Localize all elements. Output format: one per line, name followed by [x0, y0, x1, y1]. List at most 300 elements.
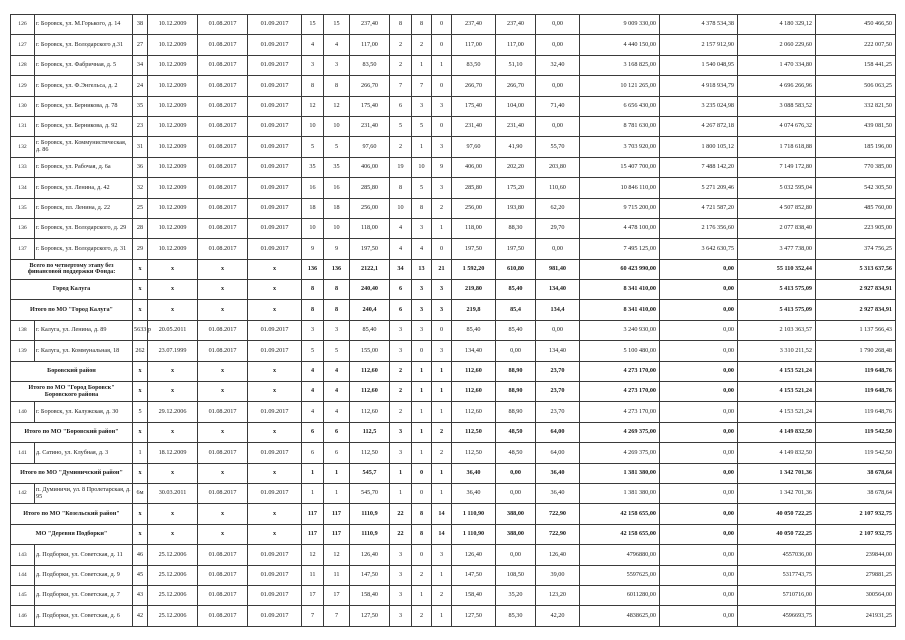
table-cell: 1 137 566,43	[816, 320, 896, 340]
table-cell: 1	[412, 137, 432, 157]
table-cell: г. Боровск, ул. Берникова, д. 78	[35, 96, 133, 116]
table-cell: 175,40	[350, 96, 390, 116]
table-cell: 3	[390, 422, 412, 442]
table-cell: 185 196,00	[816, 137, 896, 157]
table-cell: 71,40	[536, 96, 580, 116]
table-cell: 10.12.2009	[148, 55, 198, 75]
table-cell: 112,60	[350, 402, 390, 422]
table-cell: 135	[11, 198, 35, 218]
table-cell: 545,70	[350, 483, 390, 503]
table-cell: 25.12.2006	[148, 585, 198, 605]
table-cell: 1 790 268,48	[816, 341, 896, 361]
table-cell: 127	[11, 35, 35, 55]
table-cell: 4 149 832,50	[738, 443, 816, 463]
table-cell: 3 088 583,52	[738, 96, 816, 116]
table-cell: 16	[324, 178, 350, 198]
table-cell: 134,4	[536, 300, 580, 320]
table-cell: 0	[432, 76, 452, 96]
table-cell: д. Подборки, ул. Советская, д. 11	[35, 545, 133, 565]
table-cell: 01.08.2017	[198, 585, 248, 605]
table-cell: 112,5	[350, 422, 390, 442]
table-cell: 38 678,64	[816, 463, 896, 483]
table-cell: 45	[133, 565, 148, 585]
table-cell: 22	[390, 504, 412, 524]
table-cell: 10.12.2009	[148, 116, 198, 136]
table-cell: 2	[390, 55, 412, 75]
table-cell: г. Боровск, пл. Ленина, д. 22	[35, 198, 133, 218]
table-cell: 112,60	[350, 361, 390, 381]
table-cell: 2 060 229,60	[738, 35, 816, 55]
table-cell: 01.08.2017	[198, 545, 248, 565]
table-cell: 1	[302, 463, 324, 483]
table-cell: 85,4	[496, 300, 536, 320]
table-cell: 11	[324, 565, 350, 585]
table-cell: 119 542,50	[816, 422, 896, 442]
table-cell: 3	[412, 300, 432, 320]
table-cell: 13	[412, 259, 432, 279]
table-cell: x	[198, 422, 248, 442]
table-cell: 1	[412, 55, 432, 75]
table-cell: г. Боровск, ул. Берникова, д. 92	[35, 116, 133, 136]
table-cell: 5317743,75	[738, 565, 816, 585]
table-cell: 0,00	[536, 35, 580, 55]
table-cell: 110,60	[536, 178, 580, 198]
table-cell: г. Боровск, ул. Ф.Энгельса, д. 2	[35, 76, 133, 96]
table-cell: г. Боровск, ул. М.Горького, д. 14	[35, 15, 133, 35]
table-cell: 01.09.2017	[248, 341, 302, 361]
table-cell: 219,8	[452, 300, 496, 320]
table-cell: 0,00	[660, 483, 738, 503]
table-cell: 158 441,25	[816, 55, 896, 75]
table-row	[11, 55, 896, 75]
table-cell: Итого по МО "Боровский район"	[11, 422, 133, 442]
table-cell: 1	[412, 422, 432, 442]
table-cell: 01.08.2017	[198, 239, 248, 259]
table-cell: Город Калуга	[11, 280, 133, 300]
table-cell: 127,50	[350, 606, 390, 626]
table-cell: 197,50	[350, 239, 390, 259]
table-cell: 0	[432, 35, 452, 55]
table-cell: 7 149 172,80	[738, 157, 816, 177]
table-cell: 0	[432, 15, 452, 35]
table-cell: 3 240 930,00	[580, 320, 660, 340]
table-cell: 0,00	[660, 606, 738, 626]
document-sheet	[10, 14, 895, 627]
table-row	[11, 35, 896, 55]
table-cell: Итого по МО "Думиничский район"	[11, 463, 133, 483]
table-cell: 7	[324, 606, 350, 626]
table-cell: 141	[11, 443, 35, 463]
table-cell: 2 927 834,91	[816, 280, 896, 300]
table-cell: 85,30	[496, 606, 536, 626]
table-cell: 01.08.2017	[198, 565, 248, 585]
table-cell: 0,00	[536, 239, 580, 259]
table-cell: 134,40	[536, 280, 580, 300]
table-cell: 104,00	[496, 96, 536, 116]
table-cell: 32	[133, 178, 148, 198]
table-cell: x	[198, 300, 248, 320]
table-cell: 3	[432, 545, 452, 565]
table-cell: 1	[302, 483, 324, 503]
table-cell: 4	[390, 239, 412, 259]
table-cell: 1	[412, 585, 432, 605]
table-cell: 5	[302, 137, 324, 157]
table-cell: 0,00	[536, 76, 580, 96]
summary-row	[11, 524, 896, 544]
table-cell: д. Подборки, ул. Советская, д. 9	[35, 565, 133, 585]
table-cell: 203,80	[536, 157, 580, 177]
table-cell: x	[148, 382, 198, 402]
table-cell: 2	[390, 137, 412, 157]
table-cell: 10	[324, 218, 350, 238]
table-cell: 29	[133, 239, 148, 259]
table-row	[11, 545, 896, 565]
table-cell: 85,40	[452, 320, 496, 340]
table-cell: 01.08.2017	[198, 15, 248, 35]
table-cell: 8	[302, 76, 324, 96]
table-cell: 32,40	[536, 55, 580, 75]
table-cell: 485 760,00	[816, 198, 896, 218]
table-cell: 147,50	[350, 565, 390, 585]
table-cell: 4 269 375,00	[580, 443, 660, 463]
table-cell: 0	[412, 341, 432, 361]
table-cell: 35	[302, 157, 324, 177]
table-cell: 88,90	[496, 361, 536, 381]
table-cell: 4838625,00	[580, 606, 660, 626]
table-cell: 4 153 521,24	[738, 402, 816, 422]
table-cell: 0,00	[496, 341, 536, 361]
table-cell: 01.08.2017	[198, 606, 248, 626]
table-cell: 15	[324, 15, 350, 35]
table-cell: 10.12.2009	[148, 76, 198, 96]
table-cell: 01.08.2017	[198, 483, 248, 503]
table-cell: 117	[324, 504, 350, 524]
summary-row	[11, 280, 896, 300]
table-cell: 0,00	[660, 585, 738, 605]
table-cell: Итого по МО "Козельский район"	[11, 504, 133, 524]
table-cell: 14	[432, 524, 452, 544]
table-cell: 3	[390, 606, 412, 626]
table-cell: 10	[302, 218, 324, 238]
table-cell: г. Боровск, ул. Рабочая, д. 6а	[35, 157, 133, 177]
table-cell: 2	[432, 422, 452, 442]
table-cell: 1 342 701,36	[738, 483, 816, 503]
table-cell: 01.08.2017	[198, 96, 248, 116]
table-row	[11, 341, 896, 361]
table-cell: 10.12.2009	[148, 157, 198, 177]
table-cell: 48,50	[496, 422, 536, 442]
housing-table	[10, 14, 896, 627]
table-cell: 193,80	[496, 198, 536, 218]
table-cell: 1 470 334,80	[738, 55, 816, 75]
table-cell: 11	[302, 565, 324, 585]
table-cell: x	[248, 422, 302, 442]
table-cell: x	[198, 382, 248, 402]
table-cell: 4 440 150,00	[580, 35, 660, 55]
table-cell: 2 103 363,57	[738, 320, 816, 340]
table-cell: 97,60	[350, 137, 390, 157]
table-cell: x	[148, 524, 198, 544]
table-cell: Итого по МО "Город Калуга"	[11, 300, 133, 320]
table-cell: 9 009 330,00	[580, 15, 660, 35]
table-cell: 9	[432, 157, 452, 177]
table-cell: 128	[11, 55, 35, 75]
table-cell: 18.12.2009	[148, 443, 198, 463]
table-cell: 23.07.1999	[148, 341, 198, 361]
table-cell: 0,00	[660, 300, 738, 320]
table-cell: 0,00	[660, 320, 738, 340]
table-cell: 55 110 352,44	[738, 259, 816, 279]
table-cell: п. Думиничи, ул. 8 Пролетарская, д. 95	[35, 483, 133, 503]
table-cell: 1	[432, 361, 452, 381]
table-cell: 231,40	[452, 116, 496, 136]
table-cell: x	[133, 504, 148, 524]
table-cell: 119 648,76	[816, 361, 896, 381]
table-cell: 3 235 024,98	[660, 96, 738, 116]
table-cell: 3	[390, 341, 412, 361]
table-cell: 6	[324, 422, 350, 442]
table-cell: 7	[412, 76, 432, 96]
table-cell: 10	[324, 116, 350, 136]
table-cell: 1 110,90	[452, 504, 496, 524]
table-cell: 610,80	[496, 259, 536, 279]
table-cell: 0,00	[660, 443, 738, 463]
table-cell: 126,40	[452, 545, 496, 565]
table-cell: 01.08.2017	[198, 35, 248, 55]
table-cell: 4 269 375,00	[580, 422, 660, 442]
table-cell: 136	[324, 259, 350, 279]
table-cell: 28	[133, 218, 148, 238]
table-cell: 83,50	[452, 55, 496, 75]
table-cell: 01.09.2017	[248, 218, 302, 238]
table-cell: 145	[11, 585, 35, 605]
table-cell: 117	[302, 504, 324, 524]
table-cell: 0,00	[660, 382, 738, 402]
table-cell: 36,40	[536, 483, 580, 503]
table-cell: 3	[302, 55, 324, 75]
table-cell: x	[248, 280, 302, 300]
table-cell: 64,00	[536, 422, 580, 442]
table-cell: 8	[302, 280, 324, 300]
table-cell: 60 423 990,00	[580, 259, 660, 279]
table-cell: 8	[324, 76, 350, 96]
table-cell: 3	[432, 280, 452, 300]
table-cell: 01.09.2017	[248, 178, 302, 198]
table-cell: 4	[302, 382, 324, 402]
table-cell: 01.08.2017	[198, 218, 248, 238]
table-cell: Итого по МО "Город Боровск" Боровского района	[11, 382, 133, 402]
table-cell: 5 413 575,09	[738, 280, 816, 300]
table-cell: 117,00	[452, 35, 496, 55]
table-row	[11, 606, 896, 626]
table-cell: 3	[412, 218, 432, 238]
table-row	[11, 96, 896, 116]
table-cell: 4 153 521,24	[738, 361, 816, 381]
table-row	[11, 137, 896, 157]
table-cell: 126	[11, 15, 35, 35]
table-cell: 1	[412, 402, 432, 422]
table-cell: 36,40	[452, 463, 496, 483]
table-row	[11, 116, 896, 136]
table-cell: 0	[432, 320, 452, 340]
table-cell: 266,70	[350, 76, 390, 96]
table-cell: 4 273 170,00	[580, 402, 660, 422]
table-cell: 112,50	[350, 443, 390, 463]
table-cell: 88,30	[496, 218, 536, 238]
table-cell: 117	[302, 524, 324, 544]
table-cell: x	[248, 361, 302, 381]
table-cell: 01.09.2017	[248, 565, 302, 585]
table-cell: 01.09.2017	[248, 157, 302, 177]
table-cell: 7	[302, 606, 324, 626]
table-cell: x	[133, 300, 148, 320]
table-cell: 108,50	[496, 565, 536, 585]
table-cell: 123,20	[536, 585, 580, 605]
table-cell: 143	[11, 545, 35, 565]
table-cell: 142	[11, 483, 35, 503]
table-cell: 202,20	[496, 157, 536, 177]
table-cell: 1 540 048,95	[660, 55, 738, 75]
table-cell: 0,00	[660, 504, 738, 524]
table-cell: 2	[412, 35, 432, 55]
table-cell: 36	[133, 157, 148, 177]
table-cell: 0	[412, 545, 432, 565]
table-cell: x	[148, 504, 198, 524]
table-cell: 01.09.2017	[248, 239, 302, 259]
table-cell: 3	[412, 280, 432, 300]
table-cell: МО "Деревня Подборки"	[11, 524, 133, 544]
table-cell: 88,90	[496, 402, 536, 422]
table-cell: 10.12.2009	[148, 96, 198, 116]
table-cell: 2 107 932,75	[816, 524, 896, 544]
table-cell: 112,60	[452, 402, 496, 422]
table-cell: 0,00	[496, 483, 536, 503]
table-row	[11, 218, 896, 238]
table-cell: 1	[432, 218, 452, 238]
table-cell: 0	[412, 483, 432, 503]
table-cell: 3	[324, 55, 350, 75]
table-cell: 34	[133, 55, 148, 75]
table-cell: 01.09.2017	[248, 35, 302, 55]
table-cell: 8	[390, 178, 412, 198]
table-cell: 83,50	[350, 55, 390, 75]
table-cell: 126,40	[536, 545, 580, 565]
table-cell: 506 063,25	[816, 76, 896, 96]
table-cell: 134,40	[452, 341, 496, 361]
table-cell: 237,40	[350, 15, 390, 35]
table-cell: 01.09.2017	[248, 320, 302, 340]
table-cell: 21	[432, 259, 452, 279]
table-cell: 1	[412, 443, 432, 463]
table-cell: 01.09.2017	[248, 55, 302, 75]
table-cell: 2 176 356,60	[660, 218, 738, 238]
table-cell: 3 310 211,52	[738, 341, 816, 361]
table-cell: г. Боровск, ул. Калужская, д. 30	[35, 402, 133, 422]
table-cell: x	[198, 280, 248, 300]
table-cell: 3	[432, 341, 452, 361]
table-cell: 3 168 825,00	[580, 55, 660, 75]
table-cell: 197,50	[452, 239, 496, 259]
table-cell: x	[148, 259, 198, 279]
table-cell: 722,90	[536, 524, 580, 544]
table-cell: 4	[302, 402, 324, 422]
table-cell: 1110,9	[350, 524, 390, 544]
table-cell: 2	[390, 402, 412, 422]
table-cell: 8	[324, 280, 350, 300]
table-row	[11, 443, 896, 463]
table-cell: 36,40	[536, 463, 580, 483]
table-cell: 62,20	[536, 198, 580, 218]
table-cell: 01.09.2017	[248, 483, 302, 503]
table-cell: 38 678,64	[816, 483, 896, 503]
table-cell: 4	[302, 361, 324, 381]
table-cell: 35	[324, 157, 350, 177]
table-cell: д. Подборки, ул. Советская, д. 7	[35, 585, 133, 605]
table-cell: 1	[432, 402, 452, 422]
table-row	[11, 585, 896, 605]
table-cell: 12	[302, 96, 324, 116]
table-cell: x	[198, 504, 248, 524]
table-cell: 39,00	[536, 565, 580, 585]
table-cell: г. Калуга, ул. Ленина, д. 89	[35, 320, 133, 340]
table-cell: 388,00	[496, 524, 536, 544]
table-cell: x	[198, 361, 248, 381]
table-cell: 222 007,50	[816, 35, 896, 55]
table-cell: г. Боровск, ул. Ленина, д. 42	[35, 178, 133, 198]
table-cell: 300564,00	[816, 585, 896, 605]
table-cell: 10.12.2009	[148, 178, 198, 198]
table-cell: 5597625,00	[580, 565, 660, 585]
table-cell: 4 478 100,00	[580, 218, 660, 238]
table-cell: 10 846 110,00	[580, 178, 660, 198]
table-cell: д. Подборки, ул. Советская, д. 6	[35, 606, 133, 626]
table-cell: 388,00	[496, 504, 536, 524]
table-cell: 23,70	[536, 382, 580, 402]
table-cell: 1 718 618,88	[738, 137, 816, 157]
table-cell: 01.09.2017	[248, 606, 302, 626]
table-cell: 01.08.2017	[198, 137, 248, 157]
table-cell: 3	[324, 320, 350, 340]
table-cell: 129	[11, 76, 35, 96]
table-cell: 18	[302, 198, 324, 218]
table-cell: г. Боровск, ул. Коммунистическая, д. 86	[35, 137, 133, 157]
table-cell: 42 158 655,00	[580, 504, 660, 524]
table-cell: 4 180 329,12	[738, 15, 816, 35]
table-cell: 237,40	[452, 15, 496, 35]
table-cell: 5	[302, 341, 324, 361]
table-cell: 147,50	[452, 565, 496, 585]
table-cell: 374 756,25	[816, 239, 896, 259]
table-cell: 2	[432, 585, 452, 605]
table-cell: Всего по четвертому этапу без финансовой поддержки Фонда:	[11, 259, 133, 279]
summary-row	[11, 361, 896, 381]
table-cell: 240,40	[350, 280, 390, 300]
table-cell: 29,70	[536, 218, 580, 238]
table-cell: 5633 р	[133, 320, 148, 340]
table-cell: x	[133, 361, 148, 381]
table-cell: 35,20	[496, 585, 536, 605]
table-cell: 0,00	[496, 545, 536, 565]
summary-row	[11, 463, 896, 483]
table-row	[11, 76, 896, 96]
table-cell: 5 413 575,09	[738, 300, 816, 320]
table-cell: x	[148, 280, 198, 300]
table-cell: 8	[412, 504, 432, 524]
table-cell: 48,50	[496, 443, 536, 463]
table-cell: 38	[133, 15, 148, 35]
table-cell: x	[248, 504, 302, 524]
table-cell: 1	[324, 483, 350, 503]
